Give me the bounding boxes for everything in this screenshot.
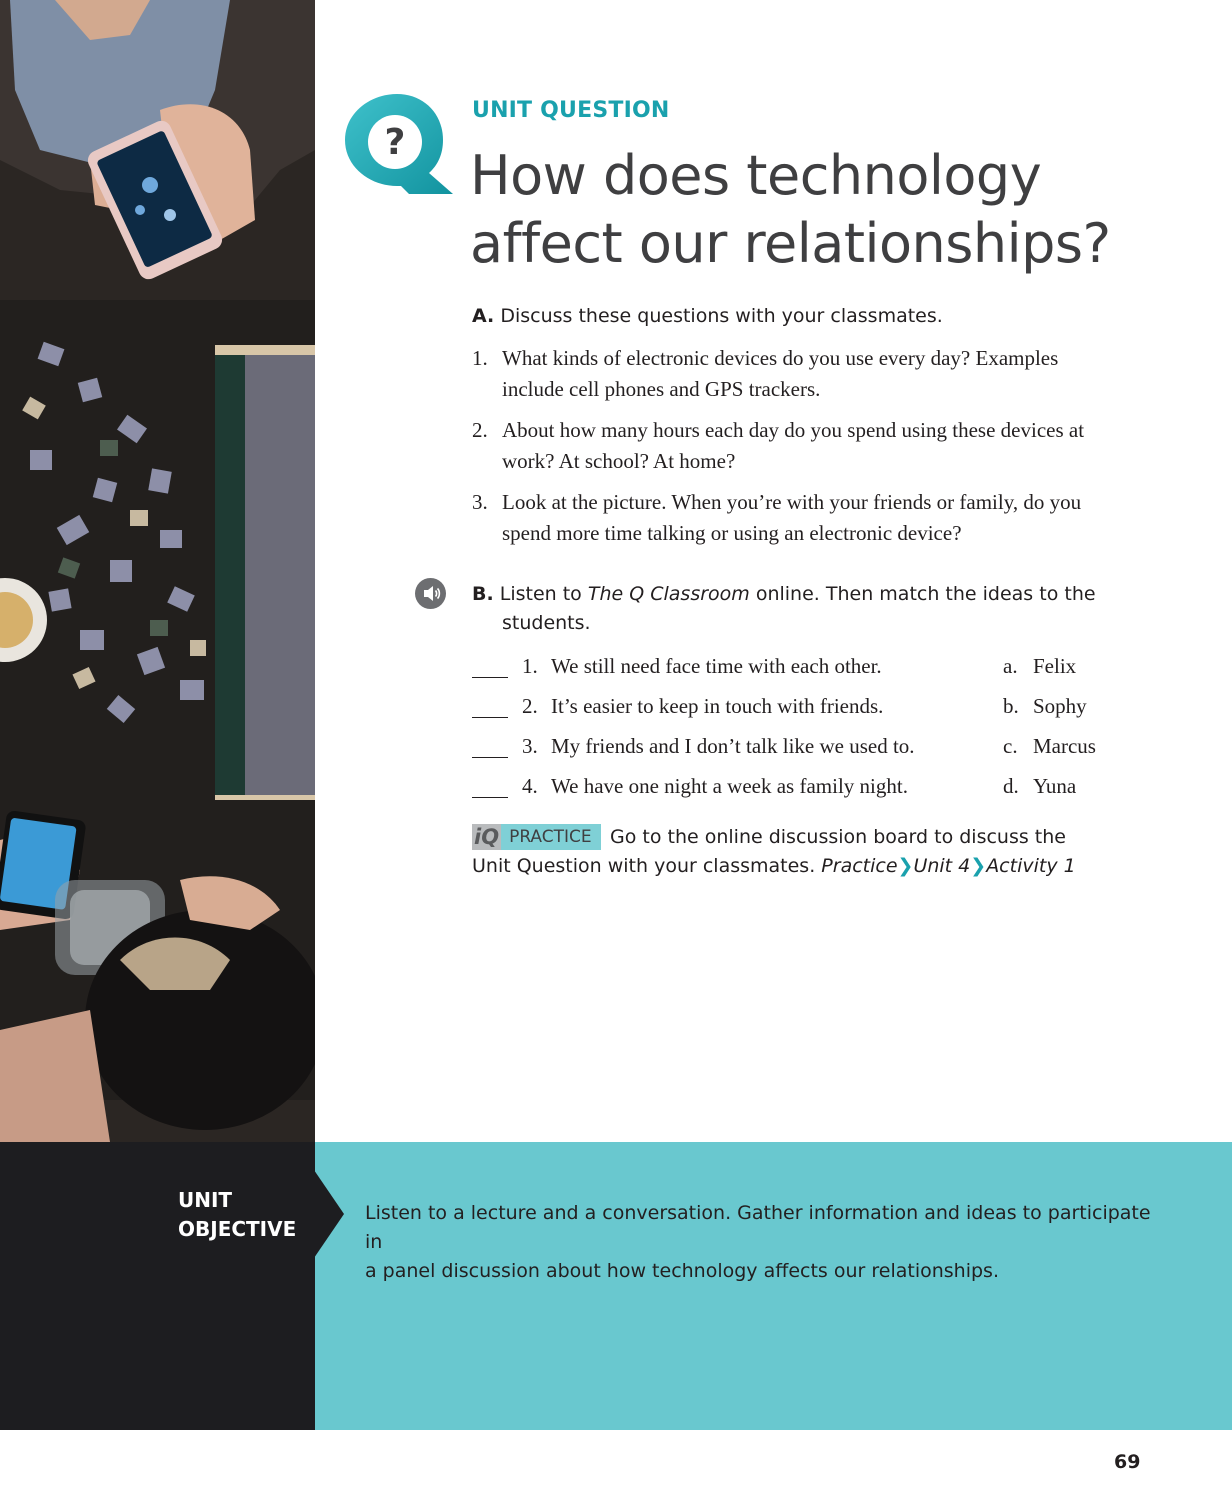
question-1-num: 1. [472, 346, 488, 370]
section-a-heading [472, 305, 943, 327]
cover-photo [0, 0, 315, 1142]
objective-arrow [314, 1170, 344, 1258]
match-item-3-num: 3. [522, 734, 538, 758]
chevron-right-icon: ❯ [897, 855, 914, 877]
match-item-2-num: 2. [522, 694, 538, 718]
objective-label-line-2: OBJECTIVE [178, 1217, 297, 1241]
objective-text-line-1: Listen to a lecture and a conversation. Gather information and ideas to participate in [365, 1202, 1151, 1253]
section-b-letter: B. [472, 583, 494, 605]
practice-path-3[interactable]: Activity 1 [986, 855, 1076, 877]
audio-speaker-icon[interactable] [415, 578, 446, 609]
question-1-line-2: include cell phones and GPS trackers. [502, 377, 821, 401]
title-line-1: How does technology [470, 144, 1042, 207]
q-question-icon [343, 92, 455, 196]
section-a-instruction: Discuss these questions with your classmates. [500, 305, 943, 327]
objective-label-line-1: UNIT [178, 1188, 233, 1212]
section-a-letter: A. [472, 305, 495, 327]
practice-line-2-text: Unit Question with your classmates. [472, 855, 816, 877]
question-2-num: 2. [472, 418, 488, 442]
answer-blank-2[interactable] [472, 717, 508, 718]
svg-text:?: ? [384, 122, 406, 163]
match-item-1-num: 1. [522, 654, 538, 678]
practice-label: PRACTICE [501, 824, 601, 850]
practice-path-1[interactable]: Practice [821, 855, 898, 877]
practice-line-2 [472, 855, 1076, 877]
match-item-3-text: My friends and I don’t talk like we used to. [551, 734, 915, 758]
section-b-instruction-post: online. Then match the ideas to the [749, 583, 1096, 605]
question-3-line-1: Look at the picture. When you’re with your friends or family, do you [502, 490, 1082, 514]
match-item-1-text: We still need face time with each other. [551, 654, 882, 678]
unit-question-label: UNIT QUESTION [472, 98, 670, 123]
iq-logo: iQ [474, 825, 500, 849]
objective-text-panel [315, 1142, 1232, 1430]
match-option-d-name: Yuna [1033, 774, 1077, 798]
section-b-instruction-line-2: students. [502, 612, 591, 634]
page-number: 69 [1114, 1451, 1141, 1473]
section-b-heading [472, 583, 1096, 605]
question-3-num: 3. [472, 490, 488, 514]
question-3-line-2: spend more time talking or using an electronic device? [502, 521, 962, 545]
match-option-a-letter: a. [1003, 654, 1018, 678]
answer-blank-4[interactable] [472, 797, 508, 798]
match-item-4-num: 4. [522, 774, 538, 798]
chevron-right-icon: ❯ [970, 855, 987, 877]
question-2-line-1: About how many hours each day do you spend using these devices at [502, 418, 1085, 442]
objective-text [365, 1199, 1165, 1286]
match-item-2-text: It’s easier to keep in touch with friends. [551, 694, 884, 718]
match-option-b-letter: b. [1003, 694, 1019, 718]
question-2-line-2: work? At school? At home? [502, 449, 736, 473]
match-option-c-letter: c. [1003, 734, 1018, 758]
title-line-2: affect our relationships? [470, 212, 1111, 275]
page-title [470, 142, 1190, 278]
section-b-instruction-pre: Listen to [499, 583, 588, 605]
practice-path-2[interactable]: Unit 4 [913, 855, 971, 877]
match-option-a-name: Felix [1033, 654, 1077, 678]
match-item-4-text: We have one night a week as family night. [551, 774, 908, 798]
question-1-line-1: What kinds of electronic devices do you use every day? Examples [502, 346, 1059, 370]
match-option-c-name: Marcus [1033, 734, 1096, 758]
objective-label [178, 1186, 296, 1244]
answer-blank-1[interactable] [472, 677, 508, 678]
section-b-source-title: The Q Classroom [587, 583, 750, 605]
match-option-b-name: Sophy [1033, 694, 1087, 718]
match-option-d-letter: d. [1003, 774, 1019, 798]
answer-blank-3[interactable] [472, 757, 508, 758]
practice-line-1: Go to the online discussion board to discuss the [610, 826, 1066, 848]
iq-practice-badge[interactable] [472, 824, 601, 850]
objective-text-line-2: a panel discussion about how technology affects our relationships. [365, 1260, 999, 1282]
